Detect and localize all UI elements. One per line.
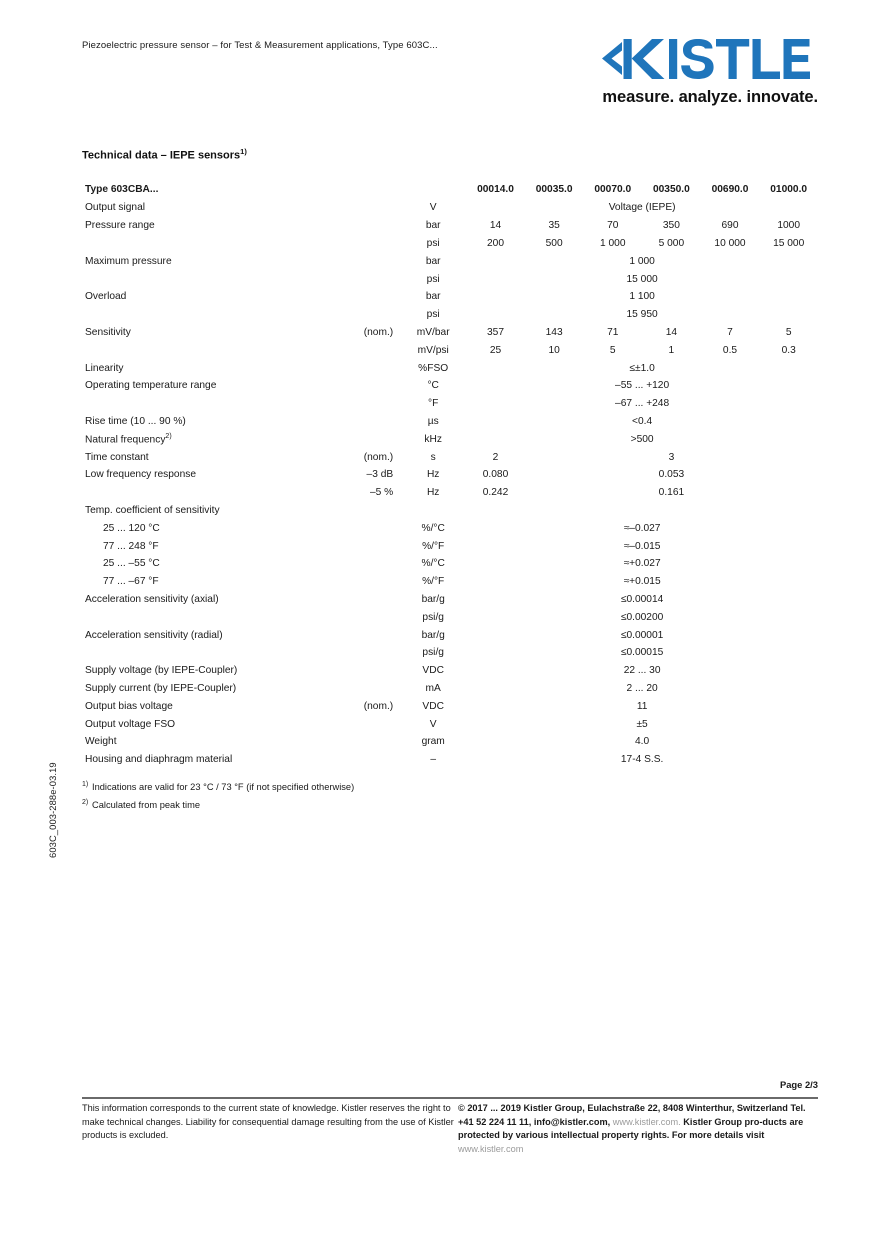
row-value-00350.0: 350	[662, 220, 680, 232]
table-row	[82, 252, 818, 270]
row-qualifier	[344, 413, 400, 431]
table-row	[82, 519, 818, 537]
row-value-all: ≈–0.015	[623, 540, 661, 552]
row-value-00350.0: 5 000	[658, 237, 685, 249]
row-qualifier	[344, 680, 400, 698]
table-row	[82, 306, 818, 324]
footnotes	[82, 777, 354, 813]
page-footer	[82, 1102, 818, 1156]
table-row	[82, 733, 818, 751]
kistler-url-inline[interactable]: www.kistler.com.	[612, 1116, 681, 1127]
row-unit: %/°C	[421, 522, 445, 534]
row-label: 77 ... –67 °F	[103, 576, 159, 588]
column-header-00035.0: 00035.0	[535, 184, 573, 195]
table-row	[82, 680, 818, 698]
row-unit: psi	[426, 309, 440, 321]
footnote-mark: 1)	[82, 781, 89, 788]
row-value-all: 11	[636, 700, 648, 712]
row-label: Supply current (by IEPE-Coupler)	[85, 682, 237, 694]
row-label: 25 ... 120 °C	[103, 522, 160, 534]
row-value-rest: 3	[668, 451, 675, 463]
row-label	[82, 644, 344, 662]
row-qualifier	[344, 608, 400, 626]
row-unit: Hz	[426, 487, 440, 499]
table-row	[82, 395, 818, 413]
footer-copyright	[458, 1102, 818, 1156]
table-header-row	[82, 180, 818, 199]
row-unit: %FSO	[418, 362, 449, 374]
row-value-all: <0.4	[632, 415, 653, 427]
table-row	[82, 644, 818, 662]
row-label: Operating temperature range	[85, 380, 217, 392]
row-label: Temp. coefficient of sensitivity	[85, 504, 220, 516]
row-value-00014.0: 14	[489, 220, 502, 232]
row-label: 77 ... 248 °F	[103, 540, 159, 552]
section-title-text: Technical data – IEPE sensors	[82, 149, 241, 162]
row-value-all: ≤0.00015	[620, 647, 664, 659]
row-label	[82, 484, 344, 502]
row-label: Natural frequency$^{2)}$	[85, 433, 172, 446]
row-unit: %/°F	[422, 576, 445, 588]
row-qualifier	[344, 662, 400, 680]
row-value-00035.0: 143	[545, 326, 563, 338]
footnote	[82, 777, 354, 795]
row-unit: bar	[425, 220, 441, 232]
row-label: Maximum pressure	[85, 255, 172, 267]
row-label: Sensitivity	[85, 326, 131, 338]
row-unit: mA	[425, 682, 441, 694]
row-value-all	[466, 502, 818, 520]
table-row	[82, 573, 818, 591]
row-qualifier: (nom.)	[363, 700, 394, 712]
row-qualifier	[344, 430, 400, 448]
row-value-00035.0: 35	[548, 220, 560, 232]
row-value-all: 15 000	[626, 273, 658, 285]
row-value-00070.0: 70	[607, 220, 619, 232]
row-value-00690.0: 690	[721, 220, 739, 232]
row-value-00035.0: 500	[545, 237, 563, 249]
row-qualifier	[344, 270, 400, 288]
table-row	[82, 697, 818, 715]
row-unit: bar/g	[421, 629, 445, 641]
table-row	[82, 430, 818, 448]
row-qualifier	[344, 733, 400, 751]
row-label: Low frequency response	[85, 469, 196, 481]
row-label	[82, 270, 344, 288]
copyright-contact: Tel. +41 52 224 11 11, info@kistler.com,	[458, 1103, 806, 1127]
row-value-00350.0: 14	[665, 326, 678, 338]
row-value-00690.0: 7	[727, 326, 733, 338]
row-label	[82, 341, 344, 359]
row-label: Acceleration sensitivity (radial)	[85, 629, 223, 641]
table-row	[82, 662, 818, 680]
row-unit: %/°C	[421, 558, 445, 570]
row-unit: °C	[427, 380, 439, 392]
row-value-00014.0: 25	[489, 344, 502, 356]
row-label: Overload	[85, 291, 127, 303]
footer-divider	[82, 1097, 818, 1099]
row-value-first: 0.080	[482, 469, 509, 481]
row-qualifier	[344, 217, 400, 235]
row-qualifier	[344, 306, 400, 324]
row-value-first: 0.242	[482, 487, 509, 499]
table-row	[82, 537, 818, 555]
row-label: 25 ... –55 °C	[103, 558, 160, 570]
document-subtitle: Piezoelectric pressure sensor – for Test & Measurement applications, Type 603C...	[82, 40, 438, 51]
row-value-all: –55 ... +120	[615, 380, 670, 392]
row-unit: s	[430, 451, 436, 463]
row-label-footnote-mark: 2)	[165, 433, 172, 441]
row-value-all: ≈+0.015	[623, 576, 661, 588]
table-row	[82, 217, 818, 235]
row-unit: V	[429, 202, 437, 214]
table-row	[82, 626, 818, 644]
row-value-all: ≤±1.0	[629, 362, 655, 374]
row-qualifier	[344, 395, 400, 413]
row-unit: mV/psi	[417, 344, 449, 356]
row-label: Pressure range	[85, 220, 155, 232]
table-row	[82, 359, 818, 377]
brand-block	[602, 36, 818, 107]
row-value-all: ≈–0.027	[623, 522, 661, 534]
row-qualifier: (nom.)	[363, 326, 394, 338]
table-row	[82, 591, 818, 609]
row-label: Output voltage FSO	[85, 718, 176, 730]
document-code: 603C_003-288e-03.19	[47, 762, 58, 858]
row-unit: bar	[425, 255, 441, 267]
row-qualifier	[344, 626, 400, 644]
row-value-all: ≤0.00200	[620, 611, 664, 623]
row-value-all: 22 ... 30	[623, 665, 661, 677]
row-unit: bar/g	[421, 593, 445, 605]
row-qualifier	[344, 502, 400, 520]
page-title	[82, 147, 247, 162]
table-row	[82, 270, 818, 288]
table-row	[82, 555, 818, 573]
table-row	[82, 751, 818, 769]
technical-data-table-wrap	[82, 180, 818, 769]
row-qualifier: –3 dB	[366, 469, 394, 481]
table-row	[82, 199, 818, 217]
row-label: Output bias voltage	[85, 700, 173, 712]
row-qualifier	[344, 235, 400, 253]
row-unit: V	[429, 718, 437, 730]
row-value-all: 2 ... 20	[626, 682, 658, 694]
row-unit: mV/bar	[416, 326, 450, 338]
row-label	[82, 608, 344, 626]
table-row	[82, 484, 818, 502]
row-value-all: 17-4 S.S.	[620, 754, 664, 766]
row-value-all: ≈+0.027	[623, 558, 661, 570]
row-value-00690.0: 0.5	[722, 344, 738, 356]
table-row	[82, 448, 818, 466]
row-value-00690.0: 10 000	[714, 237, 746, 249]
footnote-text: Indications are valid for 23 °C / 73 °F (if not specified otherwise)	[92, 782, 355, 793]
row-value-01000.0: 0.3	[781, 344, 796, 356]
row-qualifier	[344, 537, 400, 555]
row-value-01000.0: 1000	[777, 220, 800, 232]
row-unit: psi	[426, 273, 440, 285]
row-unit	[400, 502, 466, 520]
row-value-00070.0: 5	[609, 344, 616, 356]
row-label: Weight	[85, 736, 117, 748]
row-qualifier	[344, 341, 400, 359]
column-header-type: Type 603CBA...	[85, 184, 159, 195]
copyright-line-1: © 2017 ... 2019 Kistler Group, Eulachstraße 22, 8408 Winterthur, Switzerland	[458, 1103, 788, 1113]
row-unit: –	[430, 754, 437, 766]
row-value-rest: 0.053	[658, 469, 685, 481]
column-header-00070.0: 00070.0	[594, 184, 632, 195]
row-qualifier	[344, 573, 400, 591]
row-qualifier: –5 %	[369, 487, 394, 499]
row-qualifier	[344, 377, 400, 395]
column-header-00690.0: 00690.0	[711, 184, 749, 195]
row-qualifier	[344, 555, 400, 573]
technical-data-table	[82, 180, 818, 769]
row-value-all: 1 000	[629, 255, 655, 267]
row-unit: psi/g	[422, 611, 444, 623]
row-label	[82, 235, 344, 253]
row-unit: bar	[425, 291, 441, 303]
table-row	[82, 413, 818, 431]
table-row	[82, 235, 818, 253]
table-row	[82, 324, 818, 342]
section-title-footnote-mark: 1)	[240, 147, 247, 156]
row-qualifier	[344, 715, 400, 733]
row-qualifier: (nom.)	[363, 451, 394, 463]
row-label	[82, 395, 344, 413]
row-qualifier	[344, 644, 400, 662]
page-header	[0, 40, 880, 120]
row-value-00014.0: 357	[487, 326, 505, 338]
row-qualifier	[344, 519, 400, 537]
row-label: Time constant	[85, 451, 149, 463]
row-unit: µs	[427, 415, 439, 427]
row-value-all: –67 ... +248	[615, 398, 670, 410]
table-row	[82, 466, 818, 484]
row-qualifier	[344, 288, 400, 306]
row-value-all: 15 950	[626, 309, 658, 321]
row-qualifier	[344, 751, 400, 769]
row-qualifier	[344, 359, 400, 377]
table-row	[82, 288, 818, 306]
row-qualifier	[344, 252, 400, 270]
footnote	[82, 795, 354, 813]
row-unit: %/°F	[422, 540, 445, 552]
row-unit: psi/g	[422, 647, 444, 659]
kistler-url-footer[interactable]: www.kistler.com	[458, 1143, 524, 1154]
row-unit: Hz	[426, 469, 440, 481]
row-value-rest: 0.161	[658, 487, 685, 499]
page-number: Page 2/3	[779, 1079, 818, 1090]
row-unit: psi	[426, 237, 440, 249]
table-row	[82, 502, 818, 520]
column-header-00014.0: 00014.0	[477, 184, 514, 195]
row-value-first: 2	[492, 451, 499, 463]
copyright-line-2b: Kistler Group pro-	[683, 1116, 763, 1127]
row-value-all: ±5	[636, 718, 648, 730]
row-unit: VDC	[422, 700, 444, 712]
row-label: Linearity	[85, 362, 124, 374]
row-label	[82, 306, 344, 324]
footnote-mark: 2)	[82, 799, 89, 807]
row-unit: gram	[421, 736, 445, 748]
row-unit: kHz	[424, 433, 442, 445]
row-value-all: >500	[630, 433, 654, 445]
row-unit: VDC	[422, 665, 444, 677]
row-label: Rise time (10 ... 90 %)	[85, 415, 186, 427]
row-label: Supply voltage (by IEPE-Coupler)	[85, 665, 238, 677]
row-value-all: 4.0	[635, 736, 650, 748]
row-value-all: 1 100	[629, 291, 655, 303]
column-header-unit	[400, 180, 466, 199]
footnote-text: Calculated from peak time	[92, 800, 200, 811]
row-label: Housing and diaphragm material	[85, 754, 233, 766]
column-header-00350.0: 00350.0	[652, 184, 690, 195]
row-value-01000.0: 15 000	[773, 237, 805, 249]
row-label: Output signal	[85, 202, 146, 214]
table-row	[82, 377, 818, 395]
footer-disclaimer: This information corresponds to the current state of knowledge. Kistler reserves the right to make technical changes. Liability for consequential damage resulting from the use of Kistler products is excluded.	[82, 1103, 454, 1141]
row-value-00070.0: 1 000	[600, 237, 626, 249]
table-row	[82, 341, 818, 359]
brand-tagline: measure. analyze. innovate.	[602, 88, 818, 106]
row-value-all: ≤0.00001	[620, 629, 664, 641]
table-row	[82, 608, 818, 626]
row-label: Acceleration sensitivity (axial)	[85, 593, 219, 605]
row-value-00035.0: 10	[548, 344, 560, 356]
column-header-01000.0: 01000.0	[770, 184, 808, 195]
row-qualifier	[344, 591, 400, 609]
row-value-all: Voltage (IEPE)	[608, 202, 676, 214]
row-value-all: ≤0.00014	[620, 593, 664, 605]
row-value-00350.0: 1	[668, 344, 675, 356]
row-value-00014.0: 200	[487, 237, 505, 249]
row-qualifier	[344, 199, 400, 217]
kistler-logo	[602, 36, 810, 82]
table-row	[82, 715, 818, 733]
row-value-00070.0: 71	[607, 326, 619, 338]
copyright-line-3: ducts are protected by various intellectual property rights. For more details visit	[458, 1116, 804, 1141]
row-unit: °F	[428, 398, 439, 410]
row-value-01000.0: 5	[785, 326, 792, 338]
